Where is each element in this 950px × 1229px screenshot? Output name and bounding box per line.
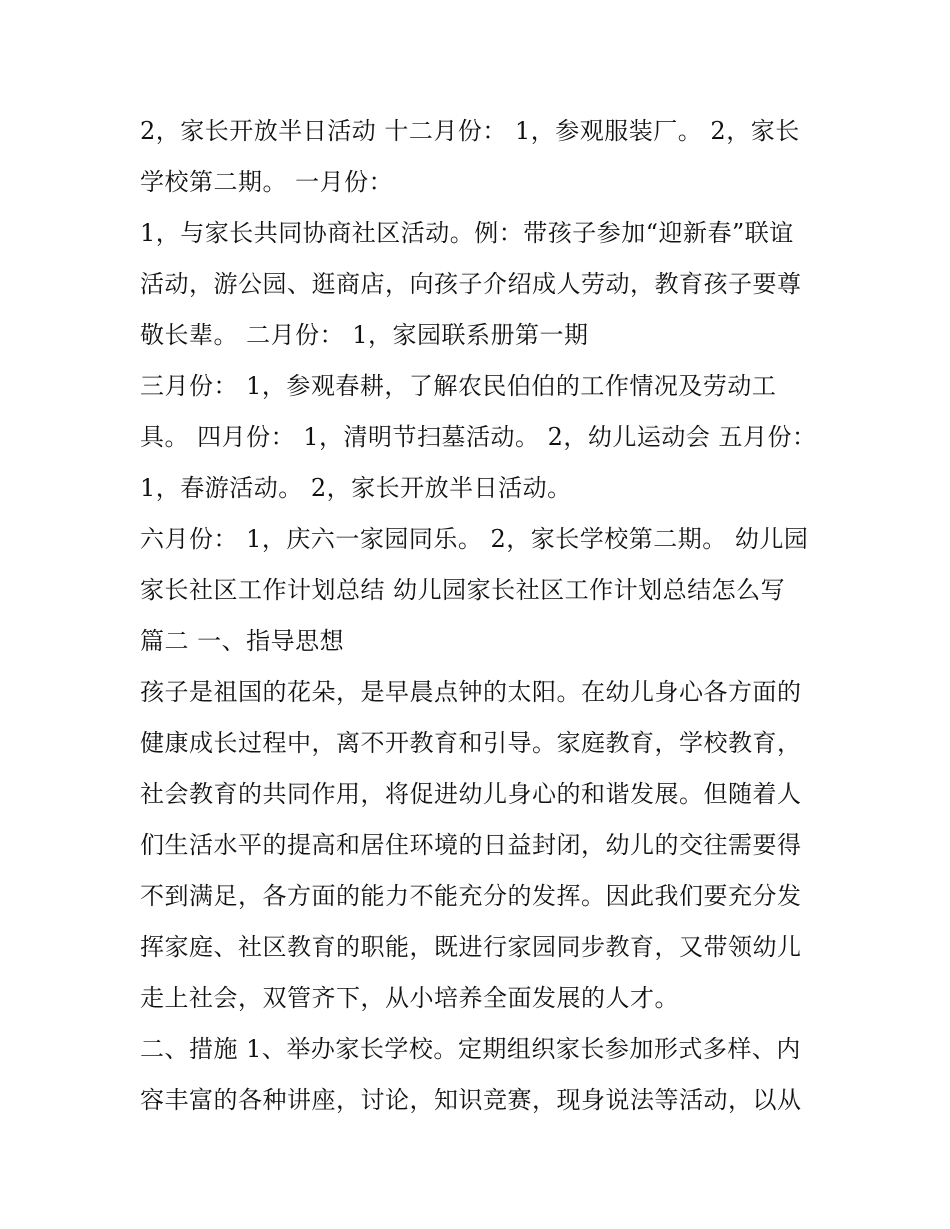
text-line: 三月份： 1，参观春耕，了解农民伯伯的工作情况及劳动工: [140, 372, 777, 400]
text-line: 1，与家长共同协商社区活动。例：带孩子参加“迎新春”联谊: [140, 219, 794, 247]
text-line: 走上社会，双管齐下，从小培养全面发展的人才。: [140, 984, 679, 1012]
text-line: 社会教育的共同作用，将促进幼儿身心的和谐发展。但随着人: [140, 780, 802, 808]
document-body: [140, 106, 820, 1126]
text-line: 健康成长过程中，离不开教育和引导。家庭教育，学校教育，: [140, 729, 802, 757]
text-line: 们生活水平的提高和居住环境的日益封闭，幼儿的交往需要得: [140, 831, 802, 859]
text-line: 学校第二期。 一月份：: [140, 168, 394, 196]
text-line: 家长社区工作计划总结 幼儿园家长社区工作计划总结怎么写: [140, 576, 786, 604]
text-line: 1，春游活动。 2，家长开放半日活动。: [140, 474, 572, 502]
text-line: 2，家长开放半日活动 十二月份： 1，参观服装厂。 2，家长: [140, 117, 800, 145]
text-line: 挥家庭、社区教育的职能，既进行家园同步教育，又带领幼儿: [140, 933, 802, 961]
text-line: 二、措施 1、举办家长学校。定期组织家长参加形式多样、内: [140, 1035, 801, 1063]
text-line: 敬长辈。 二月份： 1，家园联系册第一期: [140, 321, 589, 349]
text-line: 六月份： 1，庆六一家园同乐。 2，家长学校第二期。 幼儿园: [140, 525, 809, 553]
text-line: 篇二 一、指导思想: [140, 627, 345, 655]
text-line: 不到满足，各方面的能力不能充分的发挥。因此我们要充分发: [140, 882, 802, 910]
text-line: 容丰富的各种讲座，讨论，知识竞赛，现身说法等活动，以从: [140, 1086, 802, 1114]
text-line: 具。 四月份： 1，清明节扫墓活动。 2，幼儿运动会 五月份：: [140, 423, 817, 451]
text-line: 活动，游公园、逛商店，向孩子介绍成人劳动，教育孩子要尊: [140, 270, 802, 298]
text-line: 孩子是祖国的花朵，是早晨点钟的太阳。在幼儿身心各方面的: [140, 678, 802, 706]
